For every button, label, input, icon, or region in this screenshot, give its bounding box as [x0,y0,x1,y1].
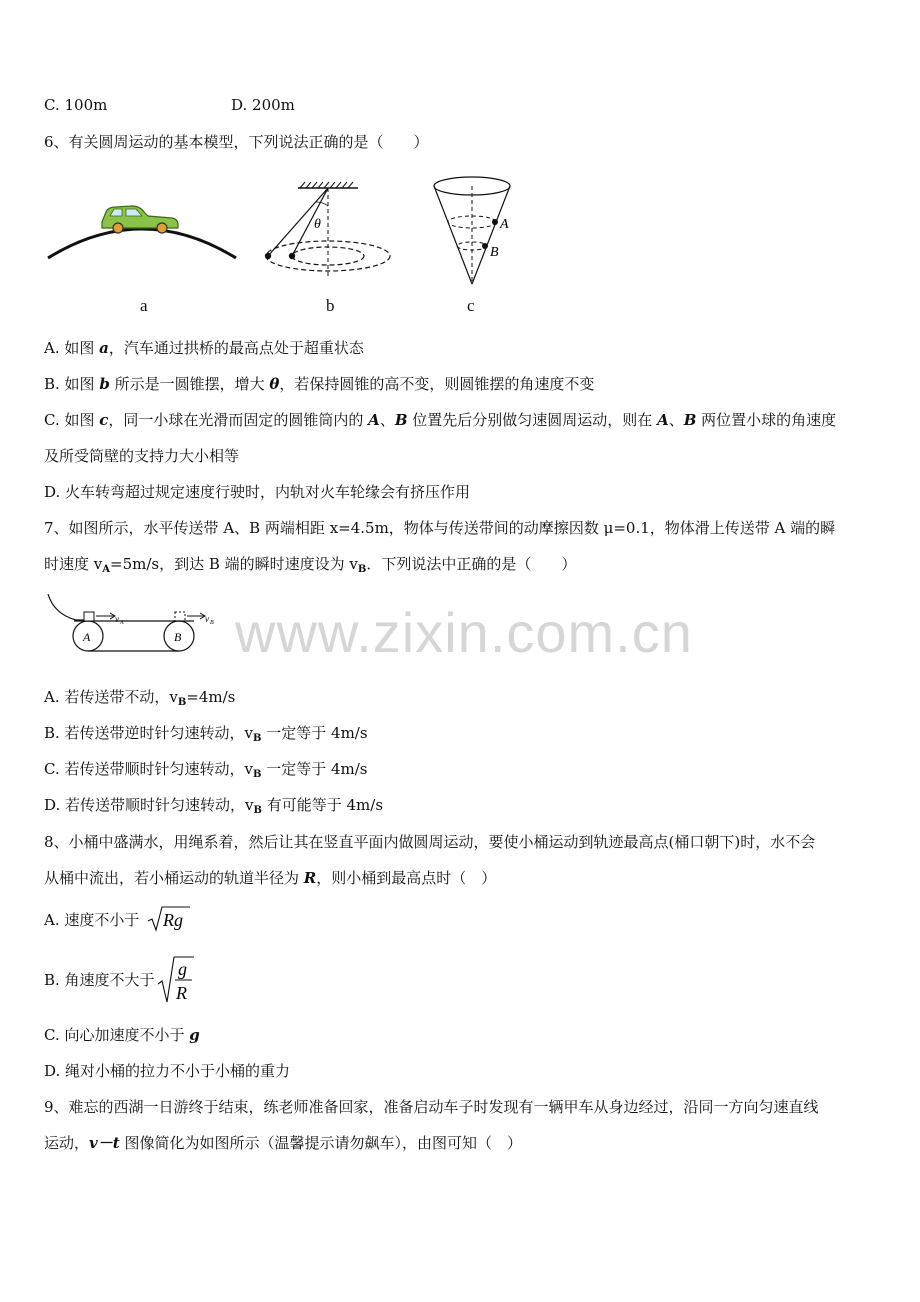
q8-option-d: D. 绳对小桶的拉力不小于小桶的重力 [44,1062,291,1080]
fraction-denominator: R [176,983,187,1003]
vb-label: v [205,614,209,624]
q6-option-c: C. 如图 c，同一小球在光滑而固定的圆锥筒内的 A、B 位置先后分别做匀速圆周运动，则在 A、B 两位置小球的角速度 [44,411,837,429]
fraction-numerator: g [178,959,187,979]
q7-stem-line2: 时速度 $v_A=5m/s$，到达 B 端的瞬时速度设为 $v_B$．下列说法中正确的是（ ） [44,555,577,575]
q7-option-d: D. 若传送带顺时针匀速转动，$v_B$ 有可能等于 4m/s [44,796,384,816]
q8-option-c: C. 向心加速度不小于 g [44,1026,200,1044]
pulley-b-label: B [174,630,182,644]
vb-sub-label: B [210,620,214,626]
q7-option-c: C. 若传送带顺时针匀速转动，$v_B$ 一定等于 4m/s [44,760,368,780]
watermark: www.zixin.com.cn [235,601,693,664]
figure-conveyor-belt [44,590,234,658]
va-sub-label: A [120,620,124,626]
q6-stem: 6、有关圆周运动的基本模型，下列说法正确的是（ ） [44,133,429,151]
figure-b-label: b [326,296,335,315]
q8-option-b: B. 角速度不大于 [44,971,155,989]
figure-c-cone [428,172,528,290]
sqrt-rg-text: Rg [163,910,183,930]
va-label: v [115,614,119,624]
q6-option-d: D. 火车转弯超过规定速度行驶时，内轨对火车轮缘会有挤压作用 [44,483,471,501]
figure-b-conical-pendulum [258,180,398,280]
point-a-label: A [500,217,509,232]
q9-stem-line2: 运动，v－t 图像简化为如图所示（温馨提示请勿飙车），由图可知（ ） [44,1134,522,1152]
q5-options [44,96,444,118]
sqrt-g-over-r-formula [156,954,196,1006]
q8-option-a: A. 速度不小于 [44,911,140,929]
pulley-a-label: A [83,630,91,644]
q8-stem-line2: 从桶中流出，若小桶运动的轨道半径为 R，则小桶到最高点时（ ） [44,869,497,887]
q5-option-d: D. 200m [231,96,295,114]
q7-stem-line1: 7、如图所示，水平传送带 A、B 两端相距 x=4.5m，物体与传送带间的动摩擦因数 μ=0.1，物体滑上传送带 A 端的瞬 [44,519,836,537]
figure-c-label: c [467,296,475,315]
q6-option-a: A. 如图 a，汽车通过拱桥的最高点处于超重状态 [44,339,364,357]
q8-stem-line1: 8、小桶中盛满水，用绳系着，然后让其在竖直平面内做圆周运动，要使小桶运动到轨迹最高点(桶口朝下)时，水不会 [44,833,816,851]
q5-option-c: C. 100m [44,96,108,114]
point-b-label: B [490,245,499,260]
sqrt-rg-formula [146,904,192,934]
q6-option-b: B. 如图 b 所示是一圆锥摆，增大 θ，若保持圆锥的高不变，则圆锥摆的角速度不变 [44,375,595,393]
q7-option-b: B. 若传送带逆时针匀速转动，$v_B$ 一定等于 4m/s [44,724,368,744]
figure-a-arch-bridge [44,190,244,270]
theta-label: θ [314,217,321,232]
q9-stem-line1: 9、难忘的西湖一日游终于结束，练老师准备回家，准备启动车子时发现有一辆甲车从身边经过，沿同一方向匀速直线 [44,1098,819,1116]
figure-a-label: a [140,296,148,315]
q6-option-c-continued: 及所受筒壁的支持力大小相等 [44,447,240,465]
q7-option-a: A. 若传送带不动，$v_B=4m/s$ [44,688,236,708]
